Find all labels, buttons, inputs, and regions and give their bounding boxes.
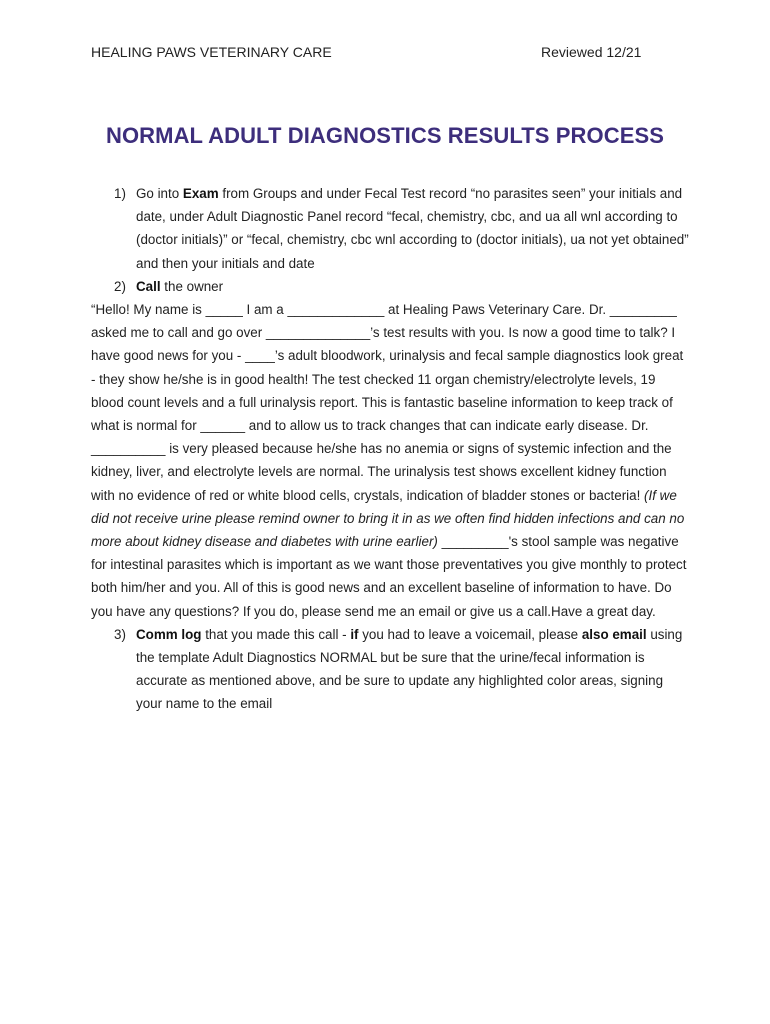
document-title: NORMAL ADULT DIAGNOSTICS RESULTS PROCESS — [105, 123, 665, 148]
step-1-text: from Groups and under Fecal Test record “no parasites seen” your initials and date, under Adult Diagnostic Panel record “fecal, chemistry, cbc, and ua all wnl according to (doctor initials)” or “fecal, chemistry, cbc wnl according to (doctor initials), ua not yet obtained” and then your initials and date — [136, 186, 689, 271]
call-script-text-2: _________'s stool sample was negative for intestinal parasites which is important as we want those preventatives you give monthly to protect both him/her and you. All of this is good news and an excellent baseline of information to have. Do you have any questions? If you do, please send me an email or give us a call.Have a great day. — [91, 534, 687, 619]
step-3-bold-also-email: also email — [581, 626, 647, 642]
step-3-bold-comm-log: Comm log — [136, 626, 202, 642]
step-1-bold: Exam — [182, 186, 219, 201]
step-1-number: 1) — [114, 186, 126, 201]
document-body — [91, 182, 691, 716]
header-reviewed-date: Reviewed 12/21 — [541, 44, 642, 60]
step-2 — [91, 275, 691, 298]
step-1-prefix: Go into — [136, 186, 183, 201]
step-3-bold-if: if — [350, 626, 359, 642]
call-script-italic-note: (If we did not receive urine please remind owner to bring it in as we often find hidden infections and can no more about kidney disease and diabetes with urine earlier) — [91, 487, 685, 550]
step-3-text-3: using the template Adult Diagnostics NORMAL but be sure that the urine/fecal information is accurate as mentioned above, and be sure to update any highlighted color areas, signing your name to the email — [136, 626, 683, 712]
header-org-name: HEALING PAWS VETERINARY CARE — [91, 44, 332, 60]
step-3-number: 3) — [114, 626, 126, 642]
step-2-text: the owner — [160, 278, 224, 294]
step-2-bold: Call — [136, 278, 161, 294]
call-script — [91, 298, 691, 623]
step-1 — [91, 182, 691, 275]
step-3-text-1: that you made this call - — [201, 626, 351, 642]
step-2-number: 2) — [114, 278, 126, 294]
step-3 — [91, 623, 691, 716]
step-3-text-2: you had to leave a voicemail, please — [358, 626, 582, 642]
call-script-text-1: “Hello! My name is _____ I am a _____________ at Healing Paws Veterinary Care. Dr. _________ asked me to call and go over ______________’s test results with you. Is now a good time to talk? I have good news for you - ____’s adult bloodwork, urinalysis and fecal sample diagnostics look great - they show he/she is in good health! The test checked 11 organ chemistry/electrolyte levels, 19 blood count levels and a full urinalysis report. This is fantastic baseline information to keep track of what is normal for ______ and to allow us to track changes that can indicate early disease. Dr. __________ is very pleased because he/she has no anemia or signs of systemic infection and the kidney, liver, and electrolyte levels are normal. The urinalysis test shows excellent kidney function with no evidence of red or white blood cells, crystals, indication of bladder stones or bacteria! — [91, 302, 684, 503]
